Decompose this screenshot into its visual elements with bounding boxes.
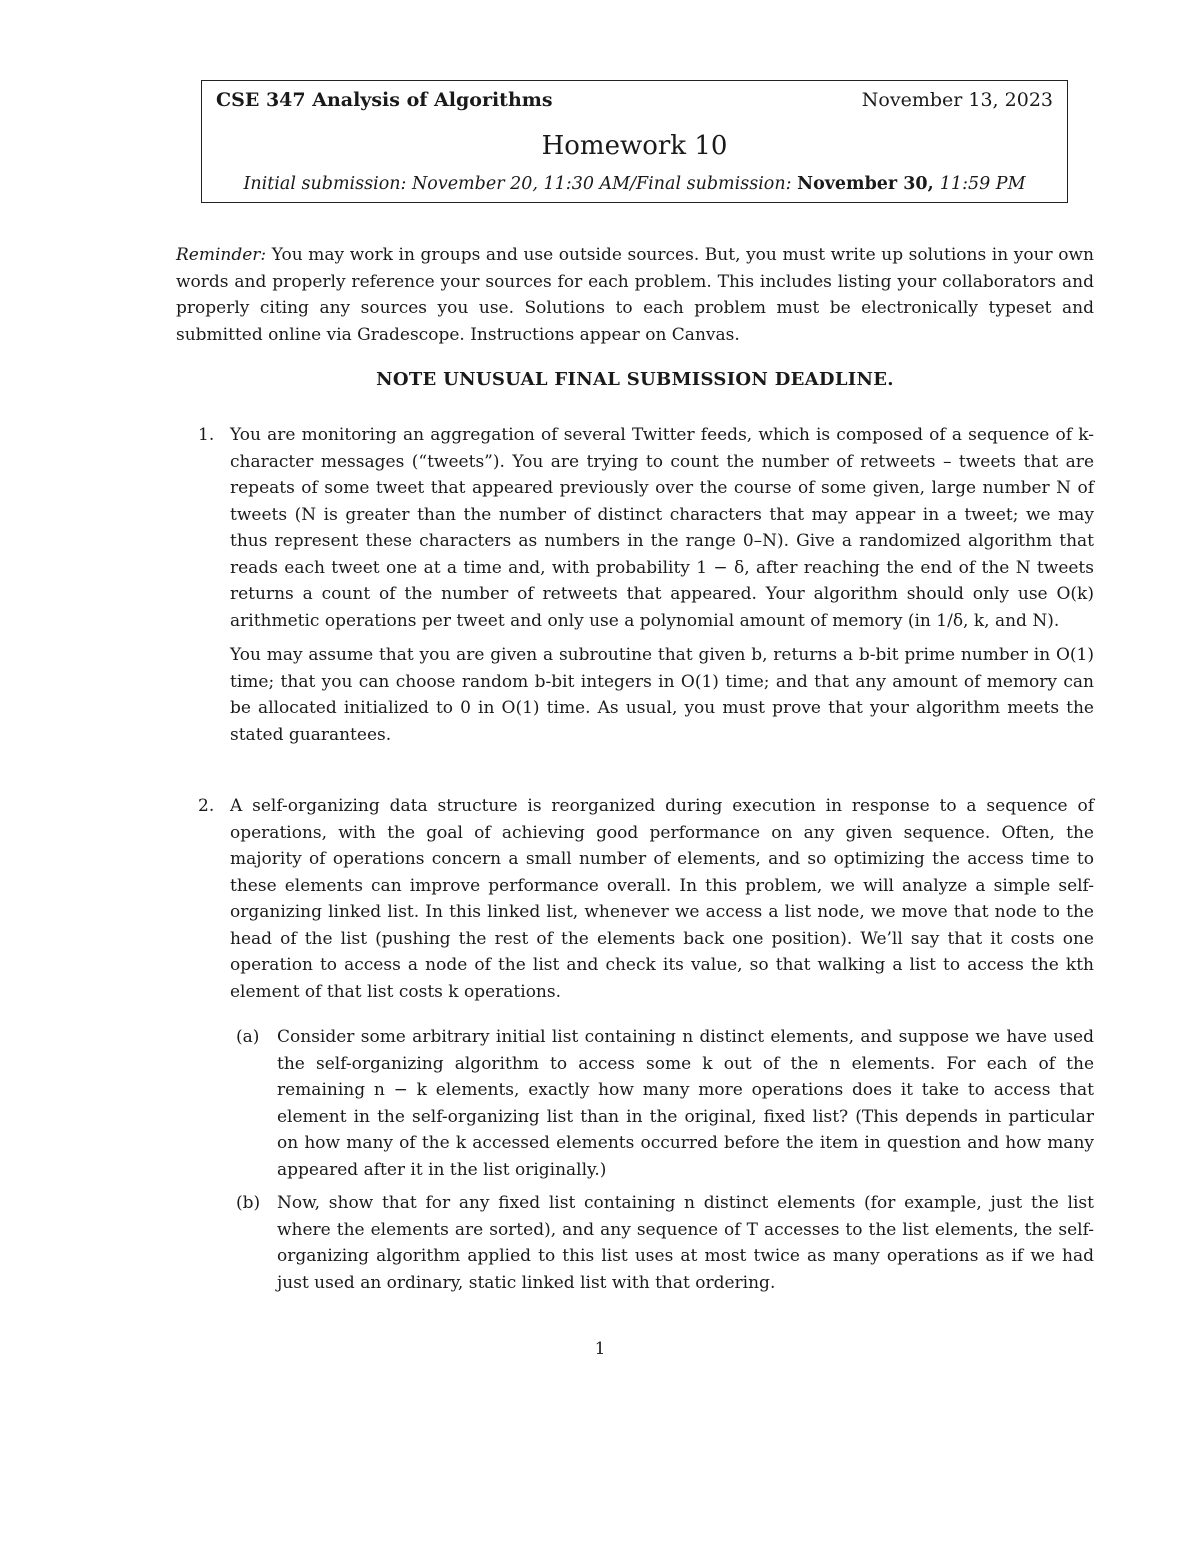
submission-deadlines [202,174,1067,194]
page-number: 1 [594,1339,606,1359]
final-submission-date: November 30, [797,174,940,194]
problem-2 [176,793,1094,1005]
part-label: (a) [236,1027,260,1047]
deadline-note: NOTE UNUSUAL FINAL SUBMISSION DEADLINE. [376,369,894,390]
course-title: CSE 347 Analysis of Algorithms [216,89,553,111]
initial-submission-date: November 20, 11:30 AM [411,174,631,194]
homework-title: Homework 10 [541,131,728,161]
problem-2-part-a [234,1024,1094,1183]
header-date: November 13, 2023 [861,89,1053,111]
part-text: Now, show that for any fixed list containing n distinct elements (for example, just the list where the elements are sorted), and any sequence of T accesses to the list elements, the self-organizing algorithm applied to this list uses at most twice as many operations as if we had just used an ordinary, static linked list with that ordering. [277,1193,1094,1293]
problem-paragraph: A self-organizing data structure is reorganized during execution in response to a sequence of operations, with the goal of achieving good performance on any given sequence. Often, the majority of operations concern a small number of elements, and so optimizing the access time to these elements can improve performance overall. In this problem, we will analyze a simple self-organizing linked list. In this linked list, whenever we access a list node, we move that node to the head of the list (pushing the rest of the elements back one position). We’ll say that it costs one operation to access a node of the list and check its value, so that walking a list to access the kth element of that list costs k operations. [230,796,1094,1002]
problem-2-part-b [234,1190,1094,1296]
reminder-paragraph [176,242,1094,348]
initial-submission-label: Initial submission: [243,174,412,194]
problem-number: 2. [198,796,215,816]
problem-paragraph: You are monitoring an aggregation of several Twitter feeds, which is composed of a sequence of k-character messages (“tweets”). You are trying to count the number of retweets – tweets that are repeats of some tweet that appeared previously over the course of some given, large number N of tweets (N is greater than the number of distinct characters that may appear in a tweet; we may thus represent these characters as numbers in the range 0–N). Give a randomized algorithm that reads each tweet one at a time and, with probability 1 − δ, after reaching the end of the N tweets returns a count of the number of retweets that appeared. Your algorithm should only use O(k) arithmetic operations per tweet and only use a polynomial amount of memory (in 1/δ, k, and N). [230,425,1094,631]
final-submission-label: Final submission: [636,174,798,194]
reminder-label: Reminder: [176,245,267,265]
problem-paragraph: You may assume that you are given a subroutine that given b, returns a b-bit prime number in O(1) time; that you can choose random b-bit integers in O(1) time; and that any amount of memory can be allocated initialized to 0 in O(1) time. As usual, you must prove that your algorithm meets the stated guarantees. [230,645,1094,745]
deadline-separator: / [630,174,636,194]
header-box [201,80,1068,203]
problem-number: 1. [198,425,215,445]
part-text: Consider some arbitrary initial list containing n distinct elements, and suppose we have used the self-organizing algorithm to access some k out of the n elements. For each of the remaining n − k elements, exactly how many more operations does it take to access that element in the self-organizing list than in the original, fixed list? (This depends in particular on how many of the k accessed elements occurred before the item in question and how many appeared after it in the list originally.) [277,1027,1094,1180]
problem-1 [176,422,1094,748]
reminder-text: You may work in groups and use outside sources. But, you must write up solutions in your own words and properly reference your sources for each problem. This includes listing your collaborators and properly citing any sources you use. Solutions to each problem must be electronically typeset and submitted online via Gradescope. Instructions appear on Canvas. [176,245,1094,345]
final-submission-time: 11:59 PM [939,174,1026,194]
part-label: (b) [236,1193,261,1213]
